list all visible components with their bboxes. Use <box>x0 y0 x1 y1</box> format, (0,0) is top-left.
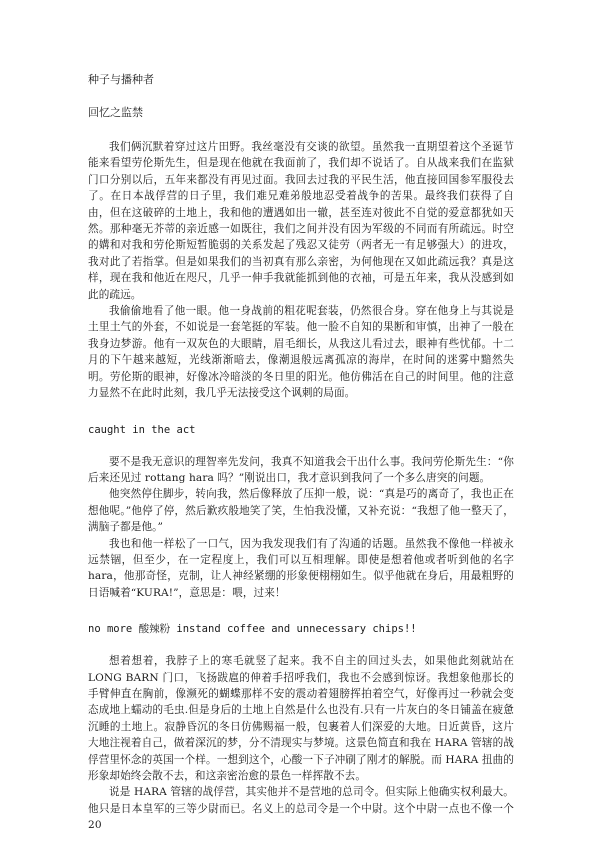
paragraph: 要不是我无意识的理智率先发问，我真不知道我会干出什么事。我问劳伦斯先生：“你后来还见过 rottang hara 吗？”刚说出口，我才意识到我问了一个多么唐突的问题。 <box>88 455 514 484</box>
chapter-title: 回忆之监禁 <box>88 106 143 119</box>
part1-block <box>88 139 514 402</box>
section-heading: caught in the act <box>88 423 196 436</box>
paragraph: 他突然停住脚步，转向我，然后像释放了压抑一般，说：“真是巧的离奇了，我也正在想他呢。”他停了停，然后歉疚般地笑了笑，生怕我没懂，又补充说：“我想了他一整天了，满脑子都是他。” <box>88 488 514 534</box>
paragraph: 我们俩沉默着穿过这片田野。我丝毫没有交谈的欲望。虽然我一直期望着这个圣诞节能来看望劳伦斯先生，但是现在他就在我面前了，我们却不说话了。自从战来我们在监狱门口分别以后，五年来都没有再见过面。我回去过我的平民生活，他直接回国参军服役去了。在日本战俘营的日子里，我们难兄难弟般地忍受着战争的苦果。最终我们获得了自由，但在这破碎的土地上，我和他的遭遇如出一辙，甚至连对彼此不自觉的爱意都犹如天然。那种毫无芥蒂的亲近感一如既往，我们之间并没有因为军级的不同而有所疏远。时空的媾和对我和劳伦斯短暂脆弱的关系发起了残忍又徒劳（两者无一有足够强大）的进攻，我对此了若指掌。但是如果我们的当初真有那么亲密，为何他现在又如此疏远我？真是这样，现在我和他近在咫尺，几乎一伸手我就能抓到他的衣袖，可是五年来，我从没感到如此的疏远。 <box>88 141 514 301</box>
paragraph: 我偷偷地看了他一眼。他一身战前的粗花呢套装，仍然很合身。穿在他身上与其说是土里土气的外套，不如说是一套笔挺的军装。他一脸不自知的果断和审慎，出神了一般在我身边梦游。他有一双灰色的大眼睛，眉毛细长，从我这儿看过去，眼神有些忧郁。十二月的下午越来越短，光线渐渐暗去，像潮退般远离孤凉的海岸，在时间的迷雾中黯然失明。劳伦斯的眼神，好像冰冷暗淡的冬日里的阳光。他仿佛活在自己的时间里。他的注意力显然不在此时此刻，我几乎无法接受这个讽刺的局面。 <box>88 305 514 400</box>
paragraph: 想着想着，我脖子上的寒毛就竖了起来。我不自主的回过头去，如果他此刻就站在 LONG BARN 门口，飞扬跋扈的伸着手招呼我们，我也不会感到惊讶。我想象他那长的手臂伸直在胸前，像濒死的蝴蝶那样不安的震动着翅膀挥拍着空气，好像再过一秒就会变态成地上蠕动的毛虫.但是身后的土地上自然是什么也没有.只有一片灰白的冬日铺盖在疲惫沉睡的土地上。寂静昏沉的冬日仿佛赐福一般，包裹着人们深爱的大地。日近黄昏，这片大地注视着自己，做着深沉的梦，分不清现实与梦境。这景色简直和我在 HARA 管辖的战俘营里怀念的英国一个样。一想到这个，心酸一下子冲刷了刚才的解脱。而 HARA 扭曲的形象却始终会散不去，和这亲密治愈的景色一样挥散不去。 <box>88 655 514 782</box>
document-title: 种子与播种者 <box>88 73 154 86</box>
section-heading: no more 酸辣粉 instand coffee and unnecessary chips!! <box>88 623 417 636</box>
part3-block <box>88 653 514 833</box>
paragraph: 我也和他一样松了一口气，因为我发现我们有了沟通的话题。虽然我不像他一样被永远禁锢，但至少，在一定程度上，我们可以互相理解。即使是想着他或者听到他的名字 hara，他那奇怪，克制，让人神经紧绷的形象便栩栩如生。似乎他就在身后，用最粗野的日语喊着“KURA!”，意思是：喂，过来！ <box>88 537 514 599</box>
part2-block <box>88 454 514 602</box>
paragraph: 说是 HARA 管辖的战俘营，其实他并不是营地的总司令。但实际上他确实权利最大。他只是日本皇军的三等少尉而已。名义上的总司令是一个中尉。这个中尉一点也不像一个 20 <box>88 786 514 832</box>
